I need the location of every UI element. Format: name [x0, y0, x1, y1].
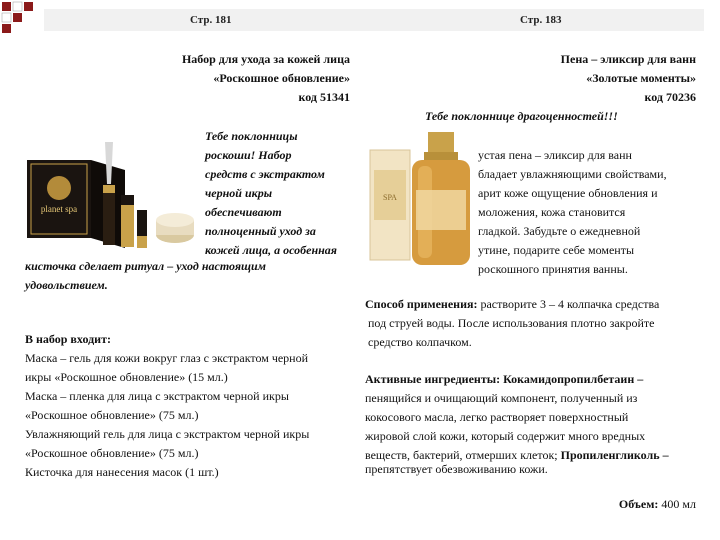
- kit-line: икры «Роскошное обновление» (15 мл.): [25, 370, 228, 384]
- kit-line: Маска – пленка для лица с экстрактом черной икры: [25, 389, 289, 403]
- page-ref-right: Стр. 183: [520, 14, 562, 26]
- product-code-right: код 70236: [644, 90, 696, 104]
- caviar-set-image: [25, 140, 195, 255]
- kit-line: Кисточка для нанесения масок (1 шт.): [25, 465, 219, 479]
- intro-line: полноценный уход за: [205, 224, 316, 238]
- ingredients-line: жировой слой кожи, который содержит много вредных: [365, 429, 646, 443]
- product-code-left: код 51341: [298, 90, 350, 104]
- desc-line: устая пена – эликсир для ванн: [478, 148, 632, 162]
- box-brand-text: planet spa: [40, 204, 78, 214]
- ingredients-label: Активные ингредиенты: Кокамидопропилбетаин –: [365, 372, 644, 386]
- kit-heading: В набор входит:: [25, 332, 111, 346]
- intro-line: Тебе поклонницы: [205, 129, 298, 143]
- ingredients-line: кокосового масла, легко растворяет поверхностный: [365, 410, 629, 424]
- kit-line: «Роскошное обновление» (75 мл.): [25, 408, 199, 422]
- desc-line: бладает увлажняющими свойствами,: [478, 167, 667, 181]
- intro-line: средств с экстрактом: [205, 167, 325, 181]
- usage-line: [365, 295, 659, 314]
- ingredients-line: препятствует обезвоживанию кожи.: [365, 462, 548, 476]
- ingredients-line: пенящийся и очищающий компонент, полученный из: [365, 391, 638, 405]
- volume-label: Объем:: [618, 497, 659, 511]
- page-ref-left: Стр. 181: [190, 14, 232, 26]
- desc-line: утине, подарите себе моменты: [478, 243, 634, 257]
- intro-line: черной икры: [205, 186, 273, 200]
- header-bar: [44, 9, 704, 31]
- desc-line: арит коже ощущение обновления и: [478, 186, 658, 200]
- ingredients-term: Пропиленгликоль –: [560, 448, 669, 462]
- product-title-right: Пена – эликсир для ванн: [560, 52, 696, 66]
- tagline-right: Тебе поклоннице драгоценностей!!!: [425, 109, 618, 123]
- kit-line: Маска – гель для кожи вокруг глаз с экстрактом черной: [25, 351, 309, 365]
- intro-line: обеспечивают: [205, 205, 282, 219]
- bottle-brand-text: SPA: [383, 193, 397, 202]
- gold-bottle-image: [368, 130, 480, 270]
- volume: [619, 495, 696, 514]
- desc-line: моложения, кожа становится: [478, 205, 626, 219]
- product-subtitle-right: «Золотые моменты»: [586, 71, 696, 85]
- intro-line: роскоши! Набор: [205, 148, 292, 162]
- ingredients-text: веществ, бактерий, отмерших клеток;: [365, 448, 561, 462]
- product-title-left: Набор для ухода за кожей лица: [181, 52, 350, 66]
- kit-line: Увлажняющий гель для лица с экстрактом черной икры: [25, 427, 310, 441]
- volume-value: 400 мл: [658, 497, 696, 511]
- intro-line: удовольствием.: [25, 278, 108, 292]
- usage-text: растворите 3 – 4 колпачка средства: [477, 297, 660, 311]
- kit-line: «Роскошное обновление» (75 мл.): [25, 446, 199, 460]
- usage-line: средство колпачком.: [368, 335, 472, 349]
- usage-line: под струей воды. После использования плотно закройте: [368, 316, 655, 330]
- desc-line: роскошного принятия ванны.: [478, 262, 628, 276]
- intro-line: кожей лица, а особенная: [205, 243, 337, 257]
- product-subtitle-left: «Роскошное обновление»: [213, 71, 350, 85]
- desc-line: гладкой. Забудьте о ежедневной: [478, 224, 641, 238]
- usage-label: Способ применения:: [365, 297, 478, 311]
- intro-line: кисточка сделает ритуал – уход настоящим: [25, 259, 266, 273]
